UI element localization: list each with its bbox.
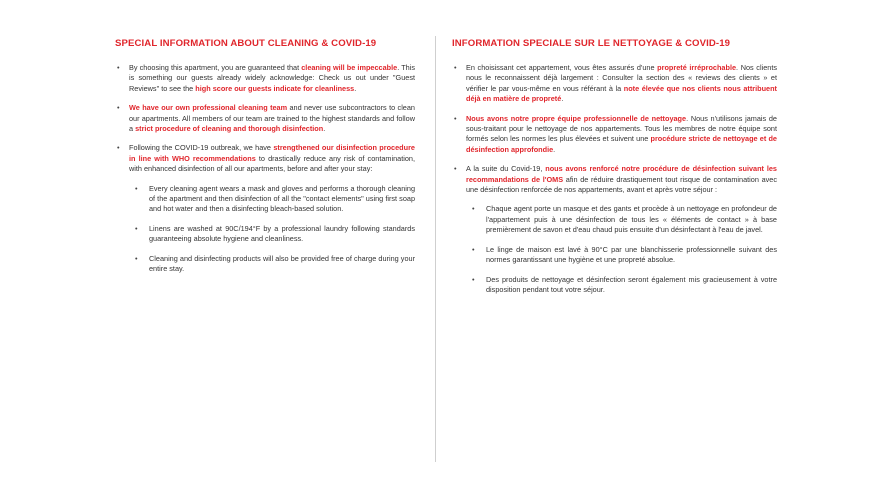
english-bullet-2: • We have our own professional cleaning team and never use subcontractors to clean our apartments. All members of our team are trained to the highest standards and follow a strict procedure of cleaning and thorough disinfection. — [115, 103, 415, 134]
english-bullet-3: • Following the COVID-19 outbreak, we have strengthened our disinfection procedure in line with WHO recommendations to drastically reduce any risk of contamination, with enhanced disinfection of all our apartments, before and after your stay: • Every cleaning agent wears a mask and gloves and performs a thorough cleaning of the apartment and then disinfection of all the "contact elements" using first soap and hot water and then a disinfecting bleach-based solution. • Linens are washed at 90C/194°F by a professional laundry following standards guaranteeing absolute hygiene and cleanliness. • Cleaning and disinfecting products will also be provided free of charge during your entire stay. — [115, 143, 415, 274]
english-bullet-1: • By choosing this apartment, you are guaranteed that cleaning will be impeccable. This is something our guests already widely acknowledge: Check us out under "Guest Reviews" to see the high score our guests indicate for cleanliness. — [115, 63, 415, 94]
french-sub-item-3: • Des produits de nettoyage et désinfection seront également mis gracieusement à votre disposition pendant tout votre séjour. — [470, 275, 777, 296]
french-sub-item-2: • Le linge de maison est lavé à 90°C par une blanchisserie professionnelle suivant des normes garantissant une hygiène et une propreté absolue. — [470, 245, 777, 266]
english-heading: SPECIAL INFORMATION ABOUT CLEANING & COVID-19 — [115, 38, 377, 49]
french-bullet-1: • En choisissant cet appartement, vous êtes assurés d'une propreté irréprochable. Nos clients nous le reconnaissent déjà largement : Consulter la section des « reviews des clients » et vérifier le par vous-même en vous référant à la note élevée que nos clients nous attribuent déjà en matière de propreté. — [452, 63, 777, 105]
french-bullet-2: • Nous avons notre propre équipe professionnelle de nettoyage. Nous n'utilisons jamais de sous-traitant pour le nettoyage de nos appartements. Tous les membres de notre équipe sont formés selon les normes les plus élevées et suivent une procédure stricte de nettoyage et de désinfection approfondie. — [452, 114, 777, 156]
french-sub-list — [466, 204, 777, 295]
french-column — [452, 38, 777, 304]
english-column — [115, 38, 415, 284]
french-bullet-3: • A la suite du Covid-19, nous avons renforcé notre procédure de désinfection suivant les recommandations de l'OMS afin de réduire drastiquement tout risque de contamination avec une désinfection renforcée de nos appartements, avant et après votre séjour : • Chaque agent porte un masque et des gants et procède à un nettoyage en profondeur de l'appartement puis à une désinfection de tous les « éléments de contact » à base premièrement de savon et d'eau chaud puis ensuite d'un désinfectant à l'eau de javel. • Le linge de maison est lavé à 90°C par une blanchisserie professionnelle suivant des normes garantissant une hygiène et une propreté absolue. • Des produits de nettoyage et désinfection seront également mis gracieusement à votre disposition pendant tout votre séjour. — [452, 164, 777, 295]
column-divider — [435, 36, 436, 462]
french-bullet-list — [452, 63, 777, 295]
english-sub-item-2: • Linens are washed at 90C/194°F by a professional laundry following standards guaranteeing absolute hygiene and cleanliness. — [133, 224, 415, 245]
english-sub-item-3: • Cleaning and disinfecting products will also be provided free of charge during your entire stay. — [133, 254, 415, 275]
english-bullet-list — [115, 63, 415, 275]
french-heading: INFORMATION SPECIALE SUR LE NETTOYAGE & COVID-19 — [452, 38, 731, 49]
english-sub-list — [129, 184, 415, 275]
french-sub-item-1: • Chaque agent porte un masque et des gants et procède à un nettoyage en profondeur de l'appartement puis à une désinfection de tous les « éléments de contact » à base premièrement de savon et d'eau chaud puis ensuite d'un désinfectant à l'eau de javel. — [470, 204, 777, 235]
english-sub-item-1: • Every cleaning agent wears a mask and gloves and performs a thorough cleaning of the apartment and then disinfection of all the "contact elements" using first soap and hot water and then a disinfecting bleach-based solution. — [133, 184, 415, 215]
